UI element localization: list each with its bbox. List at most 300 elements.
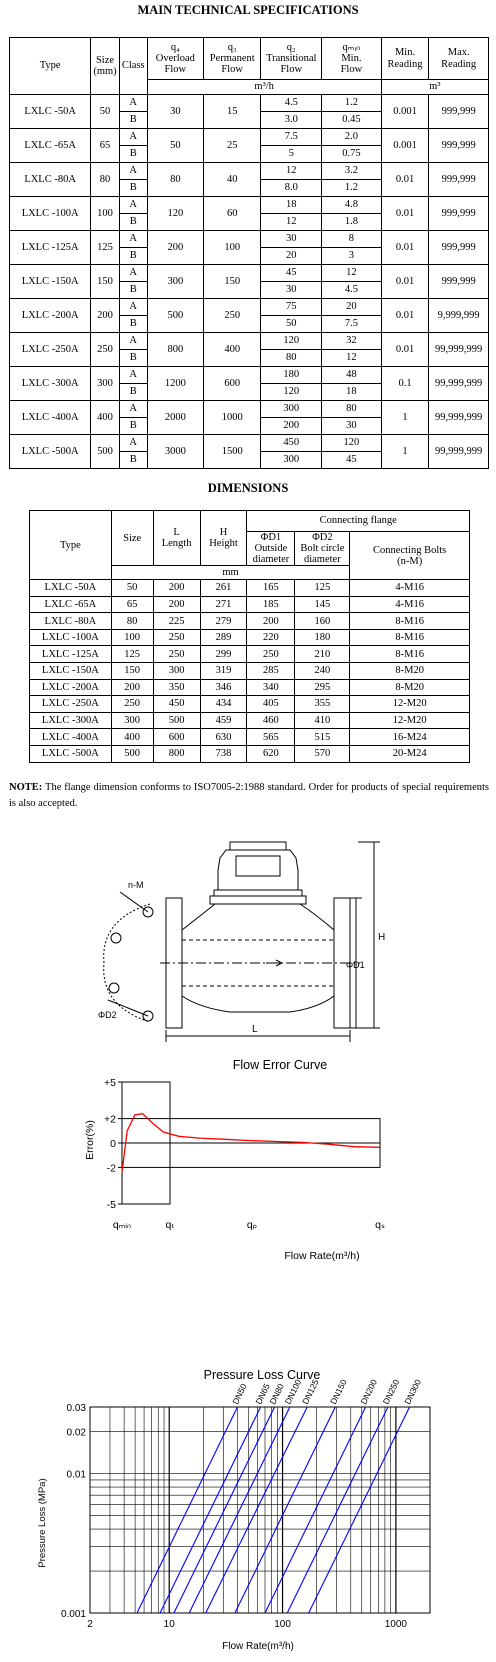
cell-overload-flow: 300 (147, 265, 203, 299)
y-axis-label: Pressure Loss (MPa) (37, 1478, 48, 1568)
series-label: DN50 (230, 1382, 249, 1406)
cell-size: 125 (91, 231, 120, 265)
cell-min-reading: 0.01 (381, 197, 429, 231)
cell-min-flow: 30 (322, 418, 382, 435)
cell-d2: 355 (295, 696, 350, 713)
y-tick-label: +5 (104, 1077, 116, 1089)
series-line (189, 1407, 290, 1613)
spec-header-maxreading: Max. Reading (429, 38, 489, 80)
dims-header-flange: Connecting flange (247, 511, 470, 532)
cell-h: 289 (200, 629, 247, 646)
cell-size: 500 (111, 745, 153, 762)
cell-type: LXLC -300A (30, 712, 112, 729)
cell-bolts: 8-M16 (350, 646, 470, 663)
spec-unit-reading: m³ (381, 80, 488, 95)
cell-class: B (119, 452, 147, 469)
drawing-label-d1: ΦD1 (346, 960, 365, 970)
cell-min-flow: 4.8 (322, 197, 382, 214)
cell-size: 300 (111, 712, 153, 729)
x-tick-label: qₚ (246, 1219, 258, 1231)
cell-type: LXLC -150A (30, 663, 112, 680)
cell-d1: 340 (247, 679, 295, 696)
cell-transitional-flow: 300 (261, 452, 322, 469)
cell-d1: 285 (247, 663, 295, 680)
cell-min-flow: 1.2 (322, 180, 382, 197)
cell-size: 150 (91, 265, 120, 299)
cell-class: B (119, 418, 147, 435)
spec-header-type: Type (10, 38, 91, 95)
cell-l: 250 (153, 629, 200, 646)
series-line (174, 1407, 275, 1613)
cell-l: 800 (153, 745, 200, 762)
chart-title: Pressure Loss Curve (203, 1368, 321, 1382)
cell-type: LXLC -200A (30, 679, 112, 696)
cell-transitional-flow: 7.5 (261, 129, 322, 146)
cell-min-reading: 0.01 (381, 231, 429, 265)
cell-class: B (119, 112, 147, 129)
cell-max-reading: 9,999,999 (429, 299, 489, 333)
cell-transitional-flow: 120 (261, 333, 322, 350)
cell-min-reading: 0.01 (381, 163, 429, 197)
cell-min-flow: 48 (322, 367, 382, 384)
table-row (10, 401, 489, 418)
cell-type: LXLC -400A (10, 401, 91, 435)
x-tick-label: qₘᵢₙ (112, 1219, 132, 1231)
table-row (10, 367, 489, 384)
cell-permanent-flow: 15 (204, 95, 261, 129)
cell-min-flow: 12 (322, 350, 382, 367)
cell-type: LXLC -80A (30, 613, 112, 630)
cell-h: 261 (200, 580, 247, 597)
spec-table-body (10, 95, 489, 469)
table-row (30, 712, 470, 729)
cell-d1: 220 (247, 629, 295, 646)
y-axis-label: Error(%) (84, 1120, 96, 1160)
cell-overload-flow: 50 (147, 129, 203, 163)
cell-type: LXLC -250A (30, 696, 112, 713)
cell-type: LXLC -500A (10, 435, 91, 469)
cell-size: 400 (111, 729, 153, 746)
spec-table (9, 37, 489, 469)
cell-permanent-flow: 1000 (204, 401, 261, 435)
cell-min-flow: 0.45 (322, 112, 382, 129)
table-row (10, 95, 489, 112)
table-row (30, 580, 470, 597)
table-row (10, 435, 489, 452)
cell-type: LXLC -100A (10, 197, 91, 231)
cell-class: A (119, 129, 147, 146)
y-tick-label: 0.03 (66, 1403, 86, 1414)
cell-class: A (119, 231, 147, 248)
cell-d2: 180 (295, 629, 350, 646)
series-label: DN80 (267, 1382, 286, 1406)
cell-max-reading: 999,999 (429, 163, 489, 197)
cell-d1: 250 (247, 646, 295, 663)
dims-header-size: Size (111, 511, 153, 566)
cell-d1: 405 (247, 696, 295, 713)
cell-min-reading: 0.001 (381, 95, 429, 129)
cell-transitional-flow: 300 (261, 401, 322, 418)
cell-size: 500 (91, 435, 120, 469)
cell-permanent-flow: 250 (204, 299, 261, 333)
cell-min-reading: 1 (381, 435, 429, 469)
cell-overload-flow: 80 (147, 163, 203, 197)
series-line (265, 1407, 366, 1613)
cell-min-reading: 0.01 (381, 299, 429, 333)
cell-overload-flow: 30 (147, 95, 203, 129)
cell-min-reading: 0.001 (381, 129, 429, 163)
cell-class: A (119, 367, 147, 384)
x-tick-label: qₛ (375, 1219, 385, 1231)
cell-max-reading: 999,999 (429, 265, 489, 299)
cell-min-flow: 32 (322, 333, 382, 350)
cell-class: B (119, 282, 147, 299)
cell-transitional-flow: 200 (261, 418, 322, 435)
cell-transitional-flow: 8.0 (261, 180, 322, 197)
note (9, 780, 489, 812)
x-tick-label: 1000 (384, 1619, 408, 1630)
series-line (160, 1407, 261, 1613)
series-line (206, 1407, 307, 1613)
note-text: The flange dimension conforms to ISO7005-2:1988 standard. Order for products of special requirements is also accepted. (9, 782, 489, 809)
cell-type: LXLC -500A (30, 745, 112, 762)
cell-min-flow: 2.0 (322, 129, 382, 146)
cell-transitional-flow: 30 (261, 282, 322, 299)
cell-d1: 620 (247, 745, 295, 762)
cell-min-flow: 3 (322, 248, 382, 265)
cell-overload-flow: 120 (147, 197, 203, 231)
cell-l: 300 (153, 663, 200, 680)
cell-permanent-flow: 25 (204, 129, 261, 163)
cell-h: 459 (200, 712, 247, 729)
cell-transitional-flow: 75 (261, 299, 322, 316)
cell-size: 150 (111, 663, 153, 680)
cell-transitional-flow: 50 (261, 316, 322, 333)
series-line (309, 1407, 410, 1613)
cell-min-flow: 45 (322, 452, 382, 469)
cell-min-flow: 3.2 (322, 163, 382, 180)
cell-class: A (119, 265, 147, 282)
cell-d2: 210 (295, 646, 350, 663)
cell-type: LXLC -125A (10, 231, 91, 265)
cell-max-reading: 999,999 (429, 129, 489, 163)
cell-max-reading: 99,999,999 (429, 401, 489, 435)
cell-h: 434 (200, 696, 247, 713)
cell-d2: 570 (295, 745, 350, 762)
cell-transitional-flow: 450 (261, 435, 322, 452)
cell-min-flow: 20 (322, 299, 382, 316)
cell-d1: 185 (247, 596, 295, 613)
cell-type: LXLC -50A (30, 580, 112, 597)
dims-header-d1: ΦD1 Outside diameter (247, 532, 295, 566)
table-row (30, 663, 470, 680)
chart-title: Flow Error Curve (232, 1058, 328, 1072)
cell-class: B (119, 248, 147, 265)
cell-transitional-flow: 45 (261, 265, 322, 282)
cell-type: LXLC -80A (10, 163, 91, 197)
cell-d2: 145 (295, 596, 350, 613)
cell-transitional-flow: 3.0 (261, 112, 322, 129)
cell-class: B (119, 180, 147, 197)
cell-class: A (119, 197, 147, 214)
cell-transitional-flow: 120 (261, 384, 322, 401)
cell-type: LXLC -65A (10, 129, 91, 163)
cell-l: 250 (153, 646, 200, 663)
cell-h: 299 (200, 646, 247, 663)
cell-h: 279 (200, 613, 247, 630)
cell-min-flow: 1.8 (322, 214, 382, 231)
drawing-label-h: H (378, 932, 386, 943)
drawing-label-l: L (252, 1024, 258, 1035)
cell-size: 65 (91, 129, 120, 163)
spec-unit-flow: m³/h (147, 80, 381, 95)
cell-size: 250 (91, 333, 120, 367)
table-row (10, 299, 489, 316)
spec-header-class: Class (119, 38, 147, 95)
cell-permanent-flow: 100 (204, 231, 261, 265)
cell-bolts: 8-M20 (350, 663, 470, 680)
cell-type: LXLC -150A (10, 265, 91, 299)
series-label: DN65 (253, 1381, 272, 1406)
cell-permanent-flow: 600 (204, 367, 261, 401)
cell-bolts: 12-M20 (350, 696, 470, 713)
table-row (30, 745, 470, 762)
cell-size: 50 (91, 95, 120, 129)
drawing-label-d2: ΦD2 (98, 1010, 117, 1020)
table-row (10, 163, 489, 180)
cell-l: 200 (153, 580, 200, 597)
cell-type: LXLC -125A (30, 646, 112, 663)
cell-class: A (119, 401, 147, 418)
dims-unit: mm (111, 566, 350, 580)
cell-size: 400 (91, 401, 120, 435)
x-axis-label: Flow Rate(m³/h) (284, 1250, 360, 1262)
spec-header-overload: q₄ Overload Flow (147, 38, 203, 80)
table-row (10, 231, 489, 248)
cell-max-reading: 999,999 (429, 197, 489, 231)
cell-type: LXLC -250A (10, 333, 91, 367)
cell-min-flow: 0.75 (322, 146, 382, 163)
series-label: DN250 (380, 1377, 402, 1406)
dims-header-d2: ΦD2 Bolt circle diameter (295, 532, 350, 566)
flow-error-chart (0, 1055, 496, 1280)
cell-overload-flow: 2000 (147, 401, 203, 435)
cell-d2: 240 (295, 663, 350, 680)
table-row (30, 696, 470, 713)
cell-transitional-flow: 4.5 (261, 95, 322, 112)
drawing-label-nm: n-M (128, 880, 144, 890)
cell-max-reading: 999,999 (429, 95, 489, 129)
cell-bolts: 4-M16 (350, 596, 470, 613)
cell-size: 200 (111, 679, 153, 696)
cell-size: 80 (111, 613, 153, 630)
cell-size: 80 (91, 163, 120, 197)
cell-d1: 460 (247, 712, 295, 729)
cell-permanent-flow: 60 (204, 197, 261, 231)
cell-type: LXLC -50A (10, 95, 91, 129)
cell-overload-flow: 3000 (147, 435, 203, 469)
cell-size: 250 (111, 696, 153, 713)
cell-min-flow: 7.5 (322, 316, 382, 333)
cell-l: 500 (153, 712, 200, 729)
cell-class: A (119, 435, 147, 452)
cell-d2: 410 (295, 712, 350, 729)
cell-h: 319 (200, 663, 247, 680)
cell-h: 738 (200, 745, 247, 762)
series-line (287, 1407, 388, 1613)
cell-type: LXLC -200A (10, 299, 91, 333)
series-label: DN125 (300, 1377, 321, 1406)
spec-header-permanent: q₃ Permanent Flow (204, 38, 261, 80)
cell-bolts: 4-M16 (350, 580, 470, 597)
x-tick-label: 2 (87, 1619, 93, 1630)
dims-header-height: H Height (200, 511, 247, 566)
cell-size: 200 (91, 299, 120, 333)
cell-d1: 200 (247, 613, 295, 630)
cell-class: B (119, 146, 147, 163)
cell-min-flow: 18 (322, 384, 382, 401)
cell-transitional-flow: 80 (261, 350, 322, 367)
pressure-loss-chart (0, 1355, 496, 1662)
x-tick-label: 100 (274, 1619, 291, 1630)
dims-header-type: Type (30, 511, 112, 580)
cell-bolts: 8-M16 (350, 613, 470, 630)
cell-overload-flow: 800 (147, 333, 203, 367)
cell-h: 630 (200, 729, 247, 746)
cell-class: B (119, 384, 147, 401)
cell-size: 125 (111, 646, 153, 663)
table-row (30, 646, 470, 663)
cell-min-reading: 0.01 (381, 265, 429, 299)
cell-overload-flow: 200 (147, 231, 203, 265)
cell-permanent-flow: 40 (204, 163, 261, 197)
series-line (235, 1407, 335, 1613)
cell-class: A (119, 163, 147, 180)
cell-max-reading: 999,999 (429, 231, 489, 265)
table-row (30, 613, 470, 630)
y-tick-label: -2 (106, 1162, 116, 1175)
spec-header-size: Size (mm) (91, 38, 120, 95)
cell-overload-flow: 1200 (147, 367, 203, 401)
cell-size: 300 (91, 367, 120, 401)
cell-size: 100 (91, 197, 120, 231)
cell-class: B (119, 214, 147, 231)
cell-transitional-flow: 180 (261, 367, 322, 384)
cell-min-flow: 120 (322, 435, 382, 452)
cell-transitional-flow: 5 (261, 146, 322, 163)
series-label: DN300 (402, 1377, 423, 1406)
cell-max-reading: 99,999,999 (429, 333, 489, 367)
cell-max-reading: 99,999,999 (429, 435, 489, 469)
dims-title: DIMENSIONS (207, 481, 289, 495)
cell-class: A (119, 95, 147, 112)
cell-permanent-flow: 150 (204, 265, 261, 299)
cell-l: 225 (153, 613, 200, 630)
cell-min-flow: 8 (322, 231, 382, 248)
series-label: DN150 (328, 1377, 349, 1406)
cell-transitional-flow: 20 (261, 248, 322, 265)
cell-min-flow: 12 (322, 265, 382, 282)
cell-min-flow: 80 (322, 401, 382, 418)
cell-type: LXLC -100A (30, 629, 112, 646)
y-tick-label: -5 (106, 1199, 116, 1211)
cell-bolts: 12-M20 (350, 712, 470, 729)
table-row (30, 629, 470, 646)
table-row (10, 129, 489, 146)
cell-l: 350 (153, 679, 200, 696)
note-label: NOTE: (9, 782, 43, 793)
spec-header-minflow: qₘᵢₙ Min. Flow (322, 38, 382, 80)
cell-class: A (119, 333, 147, 350)
cell-d1: 565 (247, 729, 295, 746)
cell-d1: 165 (247, 580, 295, 597)
cell-transitional-flow: 12 (261, 214, 322, 231)
cell-l: 600 (153, 729, 200, 746)
cell-min-flow: 4.5 (322, 282, 382, 299)
cell-class: B (119, 350, 147, 367)
spec-header-transitional: q₂ Transitional Flow (261, 38, 322, 80)
spec-title: MAIN TECHNICAL SPECIFICATIONS (137, 3, 359, 17)
y-tick-label: +2 (104, 1113, 116, 1126)
cell-d2: 515 (295, 729, 350, 746)
series-label: DN200 (358, 1377, 379, 1406)
cell-type: LXLC -300A (10, 367, 91, 401)
dims-header-bolts: Connecting Bolts (n-M) (350, 532, 470, 580)
cell-type: LXLC -65A (30, 596, 112, 613)
cell-type: LXLC -400A (30, 729, 112, 746)
meter-drawing (0, 840, 496, 1055)
y-tick-label: 0.001 (60, 1609, 86, 1620)
cell-size: 65 (111, 596, 153, 613)
cell-min-reading: 0.1 (381, 367, 429, 401)
table-row (10, 265, 489, 282)
table-row (10, 333, 489, 350)
cell-size: 100 (111, 629, 153, 646)
cell-size: 50 (111, 580, 153, 597)
table-row (30, 679, 470, 696)
cell-transitional-flow: 12 (261, 163, 322, 180)
x-tick-label: qₜ (165, 1219, 175, 1231)
table-row (30, 729, 470, 746)
table-row (30, 596, 470, 613)
cell-class: A (119, 299, 147, 316)
dims-header-length: L Length (153, 511, 200, 566)
cell-d2: 160 (295, 613, 350, 630)
cell-l: 450 (153, 696, 200, 713)
cell-h: 346 (200, 679, 247, 696)
cell-permanent-flow: 1500 (204, 435, 261, 469)
spec-header-minreading: Min. Reading (381, 38, 429, 80)
dims-table-body (30, 580, 470, 763)
cell-min-reading: 1 (381, 401, 429, 435)
cell-h: 271 (200, 596, 247, 613)
dims-table (29, 510, 470, 763)
cell-permanent-flow: 400 (204, 333, 261, 367)
x-tick-label: 10 (163, 1619, 175, 1630)
y-tick-label: 0.02 (66, 1427, 86, 1439)
series-label: DN100 (282, 1377, 304, 1406)
cell-transitional-flow: 18 (261, 197, 322, 214)
y-tick-label: 0 (110, 1138, 116, 1150)
cell-bolts: 20-M24 (350, 745, 470, 762)
cell-min-flow: 1.2 (322, 95, 382, 112)
table-row (10, 197, 489, 214)
cell-overload-flow: 500 (147, 299, 203, 333)
series-line (137, 1407, 237, 1613)
cell-bolts: 8-M16 (350, 629, 470, 646)
cell-bolts: 8-M20 (350, 679, 470, 696)
cell-d2: 125 (295, 580, 350, 597)
